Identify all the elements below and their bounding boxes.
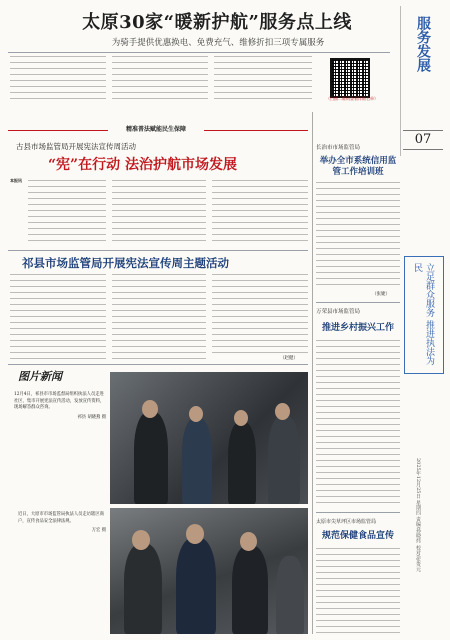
divider bbox=[316, 302, 400, 303]
lead-text-col1 bbox=[10, 56, 106, 104]
right3-kicker: 太原市尖草坪区市场监管局 bbox=[316, 519, 377, 525]
divider bbox=[8, 364, 308, 365]
section-banner bbox=[400, 6, 445, 156]
photo-caption-2 bbox=[18, 512, 106, 632]
page-subtitle: 为骑手提供优惠换电、免费充气、维修折扣三项专属服务 bbox=[111, 38, 325, 48]
photo-caption-1-byline: 祁县 胡晓燕 摄 bbox=[77, 414, 106, 420]
story2-author: （赵健） bbox=[280, 356, 298, 361]
story2-body-col1 bbox=[10, 274, 106, 360]
story2-body-col3 bbox=[212, 274, 308, 354]
right3-body bbox=[316, 548, 400, 634]
right1-body bbox=[316, 182, 400, 290]
right1-author: （张婕） bbox=[372, 292, 390, 297]
slogan-text: 立足群众服务 推进执法为民 bbox=[412, 263, 434, 365]
photo-news-header: 图片新闻 bbox=[18, 370, 62, 383]
section-title: 服务发展 bbox=[415, 16, 431, 72]
story1-body-col1 bbox=[28, 180, 106, 244]
photo-caption-2-byline: 万宏 摄 bbox=[91, 528, 106, 533]
story2-body-col2 bbox=[112, 274, 206, 360]
qr-caption: （扫描二维码查看详细名单） bbox=[326, 96, 378, 101]
masthead-rule bbox=[8, 52, 390, 53]
slogan-box bbox=[404, 256, 444, 374]
right-column-rule bbox=[312, 112, 313, 634]
right3-title: 规范保健食品宣传 bbox=[321, 531, 394, 541]
story1-kicker: 古县市场监管局开展宪法宣传周活动 bbox=[16, 142, 136, 151]
lead-text-col2 bbox=[112, 56, 208, 104]
right2-title: 推进乡村振兴工作 bbox=[321, 323, 394, 333]
story1-body-col2 bbox=[112, 180, 206, 244]
photo-caption-2-text: 近日，大原市市场监管局执法人员走访辖区商户，宣传食品安全法律法规。 bbox=[18, 512, 104, 524]
right1-kicker: 长治市市场监管局 bbox=[316, 145, 361, 151]
page-title: 太原30家“暖新护航”服务点上线 bbox=[82, 12, 352, 33]
lead-text-col3 bbox=[214, 56, 312, 104]
right2-kicker: 万荣县市场监管局 bbox=[316, 309, 361, 315]
right1-title: 举办全市系统信用监管工作培训班 bbox=[319, 156, 397, 177]
band-label: 精准普法赋能民生保障 bbox=[108, 124, 204, 136]
story1-body-col3 bbox=[212, 180, 308, 244]
divider bbox=[316, 512, 400, 513]
divider bbox=[8, 250, 308, 251]
qr-code-icon[interactable] bbox=[330, 58, 370, 98]
right2-body bbox=[316, 340, 400, 508]
story2-title: 祁县市场监管局开展宪法宣传周主题活动 bbox=[22, 256, 229, 270]
story1-byline: 本报讯 bbox=[10, 178, 22, 183]
photo-caption-1-text: 12月4日，祁县市市场监督局组织执法人员走进社区、集市开展宪法宣传活动，发放宣传资料，现场解答群众咨询。 bbox=[14, 392, 105, 410]
page-footer: 2025年12月25日 星期四 责编/孙晓炜 校对/张贵元 bbox=[415, 458, 421, 572]
story1-title: “宪”在行动 法治护航市场发展 bbox=[48, 157, 237, 173]
photo-2 bbox=[110, 508, 308, 634]
photo-caption-1 bbox=[14, 392, 106, 502]
photo-1 bbox=[110, 372, 308, 504]
page-number: 07 bbox=[403, 130, 443, 150]
